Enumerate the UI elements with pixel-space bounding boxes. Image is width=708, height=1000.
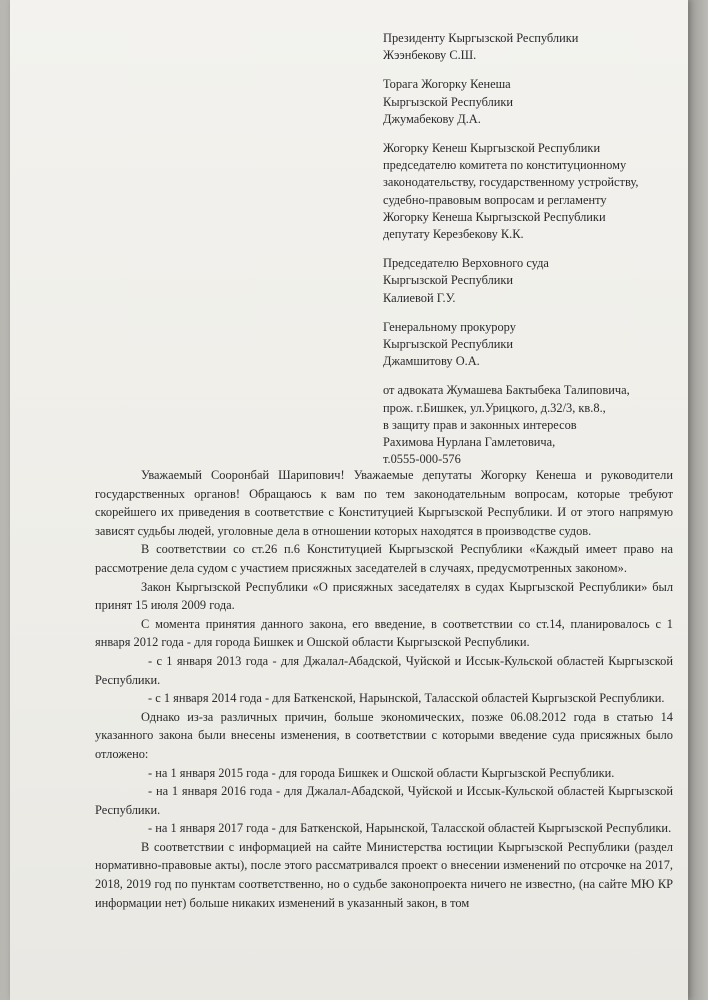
addressee-line: Генеральному прокурору [383, 319, 516, 334]
addressee-line: в защиту прав и законных интересов [383, 417, 577, 432]
body-paragraph: - на 1 января 2016 года - для Джалал-Абадской, Чуйской и Иссык-Кульской областей Кыргызской Республики. [95, 784, 673, 817]
addressee-line: Жээнбекову С.Ш. [383, 48, 477, 63]
body-paragraph: С момента принятия данного закона, его введение, в соответствии со ст.14, планировалось с 1 января 2012 года - для города Бишкек и Ошской области Кыргызской Республики. [95, 616, 673, 650]
addressee-line: Президенту Кыргызской Республики [383, 31, 579, 45]
addressee-line: депутату Керезбекову К.К. [383, 227, 524, 242]
addressee-line: Джамшитову О.А. [383, 354, 480, 369]
body-paragraph: - на 1 января 2017 года - для Баткенской, Нарынской, Таласской областей Кыргызской Республики. [148, 821, 672, 836]
addressee-line: Калиевой Г.У. [383, 290, 456, 305]
addressee-line: от адвоката Жумашева Бактыбека Талиповича, [383, 383, 630, 398]
body-paragraph: Закон Кыргызской Республики «О присяжных заседателях в судах Кыргызской Республики» был принят 15 июля 2009 года. [95, 579, 673, 613]
addressee-entry [383, 140, 683, 243]
body-paragraph: Уважаемый Сооронбай Шарипович! Уважаемые депутаты Жогорку Кенеша и руководители государственных органов! Обращаюсь к вам по тем законодательным вопросам, которые требуют скорейшего их приведения в соответствие с Конституцией Кыргызской Республики. И от этого напрямую зависят судьбы людей, уголовные дела в отношении которых находятся в производстве судов. [95, 468, 673, 538]
addressee-line: Торага Жогорку Кенеша [383, 77, 511, 92]
body-paragraph: Однако из-за различных причин, больше экономических, позже 06.08.2012 года в статью 14 указанного закона были внесены изменения, в соответствии с которыми введение суда присяжных было отложено: [95, 709, 673, 761]
addressee-entry [383, 319, 683, 371]
background-edge [688, 0, 708, 1000]
addressee-line: Кыргызской Республики [383, 337, 514, 352]
addressee-line: прож. г.Бишкек, ул.Урицкого, д.32/3, кв.8., [383, 400, 606, 415]
addressee-entry [383, 255, 683, 307]
body-paragraph: В соответствии со ст.26 п.6 Конституцией Кыргызской Республики «Каждый имеет право на рассмотрение дела судом с участием присяжных заседателей в случаях, предусмотренных законом». [95, 542, 673, 575]
letter-body [95, 466, 673, 912]
addressee-line: председателю комитета по конституционному [383, 158, 627, 173]
addressee-line: законодательству, государственному устройству, [383, 175, 639, 190]
addressee-entry [383, 30, 683, 64]
addressee-block [383, 30, 683, 480]
addressee-line: Кыргызской Республики [383, 273, 514, 288]
addressee-line: Жогорку Кенеша Кыргызской Республики [383, 209, 606, 224]
addressee-line: Джумабекову Д.А. [383, 111, 481, 126]
addressee-line: Кыргызской Республики [383, 94, 514, 109]
body-paragraph: - с 1 января 2013 года - для Джалал-Абадской, Чуйской и Иссык-Кульской областей Кыргызской Республики. [95, 653, 673, 687]
addressee-line: т.0555-000-576 [383, 452, 461, 467]
addressee-line: Председателю Верховного суда [383, 256, 549, 271]
addressee-entry [383, 382, 683, 468]
body-paragraph: - на 1 января 2015 года - для города Бишкек и Ошской области Кыргызской Республики. [148, 765, 615, 780]
addressee-line: Жогорку Кенеш Кыргызской Республики [383, 141, 601, 156]
addressee-entry [383, 76, 683, 128]
document-page [10, 0, 688, 1000]
addressee-line: Рахимова Нурлана Гамлетовича, [383, 435, 556, 450]
body-paragraph: - с 1 января 2014 года - для Баткенской, Нарынской, Таласской областей Кыргызской Республики. [148, 691, 665, 706]
addressee-line: судебно-правовым вопросам и регламенту [383, 192, 607, 207]
body-paragraph: В соответствии с информацией на сайте Министерства юстиции Кыргызской Республики (раздел нормативно-правовые акты), после этого рассматривался проект о внесении изменений по отсрочке на 2017, 2018, 2019 год по пунктам соответственно, но о судьбе законопроекта ничего не известно, (на сайте МЮ КР информации нет) больше никаких изменений в указанный закон, в том [95, 839, 673, 910]
